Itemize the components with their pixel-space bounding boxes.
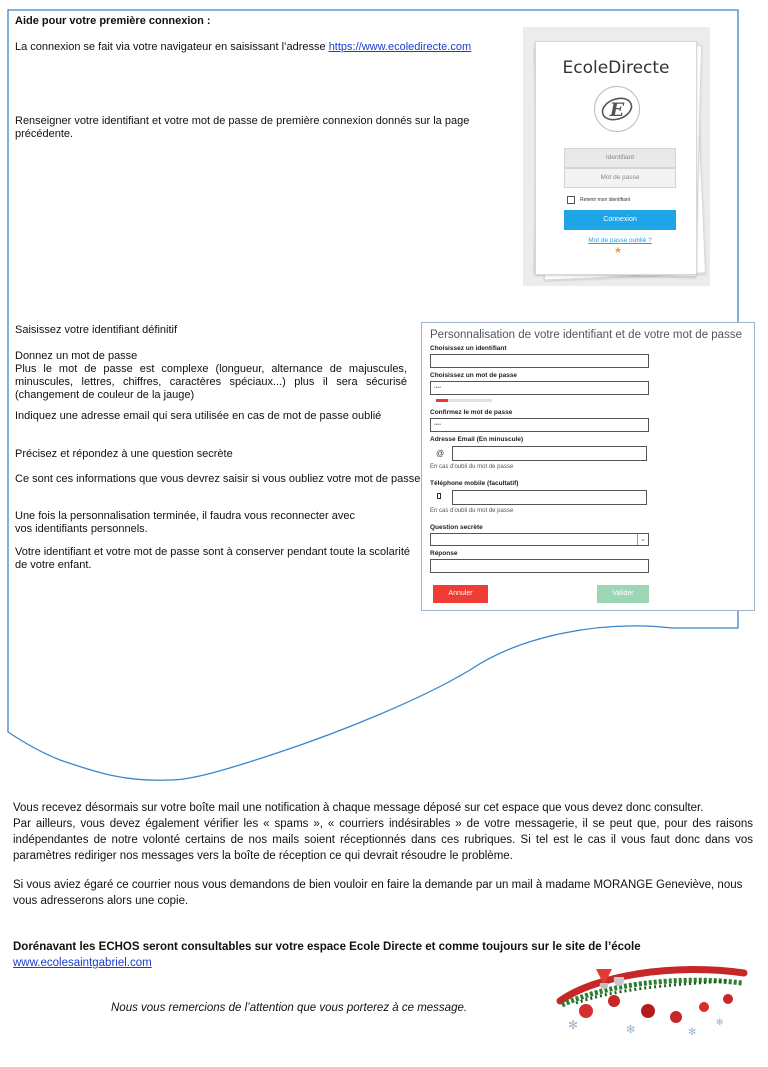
email-label: Adresse Email (En minuscule) [430,436,524,443]
logo-letter: E [609,99,625,121]
step-password-body: Plus le mot de passe est complexe (longueur, alternance de majuscules, minuscules, lettres, chiffres, caractères spéciaux...) plus il sera sécurisé (changement de couleur de la jauge) [15,363,407,401]
step-keep: Votre identifiant et votre mot de passe sont à conserver pendant toute la scolarité de votre enfant. [15,546,411,571]
svg-text:✻: ✻ [626,1024,636,1036]
validate-button[interactable]: Valider [597,585,649,603]
at-icon: @ [436,449,445,458]
step-email: Indiquez une adresse email qui sera utilisée en cas de mot de passe oublié [15,410,382,422]
echos-text: Dorénavant les ECHOS seront consultables sur votre espace Ecole Directe et comme toujours sur le site de l’école [13,941,641,953]
phone-hint: En cas d'oubli du mot de passe [430,508,514,514]
intro-text [15,41,495,54]
email-input[interactable] [452,446,647,461]
svg-text:✻: ✻ [568,1018,579,1032]
question-label: Question secrète [430,524,483,531]
svg-text:✻: ✻ [716,1017,724,1027]
password-input[interactable]: •••• [430,381,649,395]
confirm-label: Confirmez le mot de passe [430,409,513,416]
thanks-text: Nous vous remercions de l’attention que vous porterez à ce message. [111,1002,468,1014]
step-identifier: Saisissez votre identifiant définitif [15,324,178,336]
login-screenshot [523,27,710,286]
first-login-text: Renseigner votre identifiant et votre mot de passe de première connexion donnés sur la page précédente. [15,115,470,140]
form-title: Personnalisation de votre identifiant et de votre mot de passe [430,329,742,341]
identifier-label: Choisissez un identifiant [430,345,507,352]
step-question: Précisez et répondez à une question secrète [15,448,233,460]
remember-label: Retenir mon identifiant [580,197,631,203]
ecoledirecte-link[interactable]: https://www.ecoledirecte.com [328,41,472,53]
remember-checkbox[interactable] [567,196,575,204]
email-hint: En cas d'oubli du mot de passe [430,464,514,470]
notice-line1: Vous recevez désormais sur votre boîte mail une notification à chaque message déposé sur cet espace que vous devez donc consulter. [13,802,704,814]
identifier-input[interactable] [430,354,649,368]
notice-paragraph1: Par ailleurs, vous devez également vérifier les « spams », « courriers indésirables » de votre messagerie, il se peut que, pour des raisons indépendantes de notre volonté certains de nos mails soient réceptionnés dans ces rubriques. Si tel est le cas il vous faut donc dans vos paramètres rediriger nos messages vers la boîte de réception ce qui devrait résoudre le problème. [13,818,753,862]
password-strength-fill [436,399,448,402]
login-identifier-input[interactable]: Identifiant [564,148,676,168]
personalisation-form [421,322,755,611]
password-strength-gauge [436,399,492,402]
login-card [535,41,697,275]
answer-label: Réponse [430,550,458,557]
password-label: Choisissez un mot de passe [430,372,518,379]
brand-title: EcoleDirecte [562,58,670,78]
phone-label: Téléphone mobile (facultatif) [430,480,519,487]
question-select[interactable] [430,533,649,546]
phone-input[interactable] [452,490,647,505]
chevron-down-icon[interactable]: ⌄ [637,534,648,545]
notice-paragraph2: Si vous aviez égaré ce courrier nous vous demandons de bien vouloir en faire la demande par un mail à madame MORANGE Geneviève, nous vous adresserons alors une copie. [13,879,743,907]
login-password-input[interactable]: Mot de passe [564,168,676,188]
help-title: Aide pour votre première connexion : [15,15,211,27]
forgot-password-link[interactable]: Mot de passe oublié ? [588,237,652,244]
confirm-password-input[interactable]: •••• [430,418,649,432]
svg-text:✻: ✻ [688,1027,697,1037]
cancel-button[interactable]: Annuler [433,585,488,603]
step-reconnect: Une fois la personnalisation terminée, il faudra vous reconnecter avec vos identifiants personnels. [15,510,355,535]
answer-input[interactable] [430,559,649,573]
intro-prefix: La connexion se fait via votre navigateur en saisissant l’adresse [15,41,329,53]
ecoledirecte-logo-icon [594,86,640,132]
step-remember: Ce sont ces informations que vous devrez saisir si vous oubliez votre mot de passe [15,473,421,485]
christmas-garland-image [556,955,748,1037]
connexion-button[interactable]: Connexion [564,210,676,230]
mobile-phone-icon [437,493,441,499]
school-site-link[interactable]: www.ecolesaintgabriel.com [13,957,152,969]
step-password-title: Donnez un mot de passe [15,350,138,362]
star-icon: ★ [614,245,623,255]
